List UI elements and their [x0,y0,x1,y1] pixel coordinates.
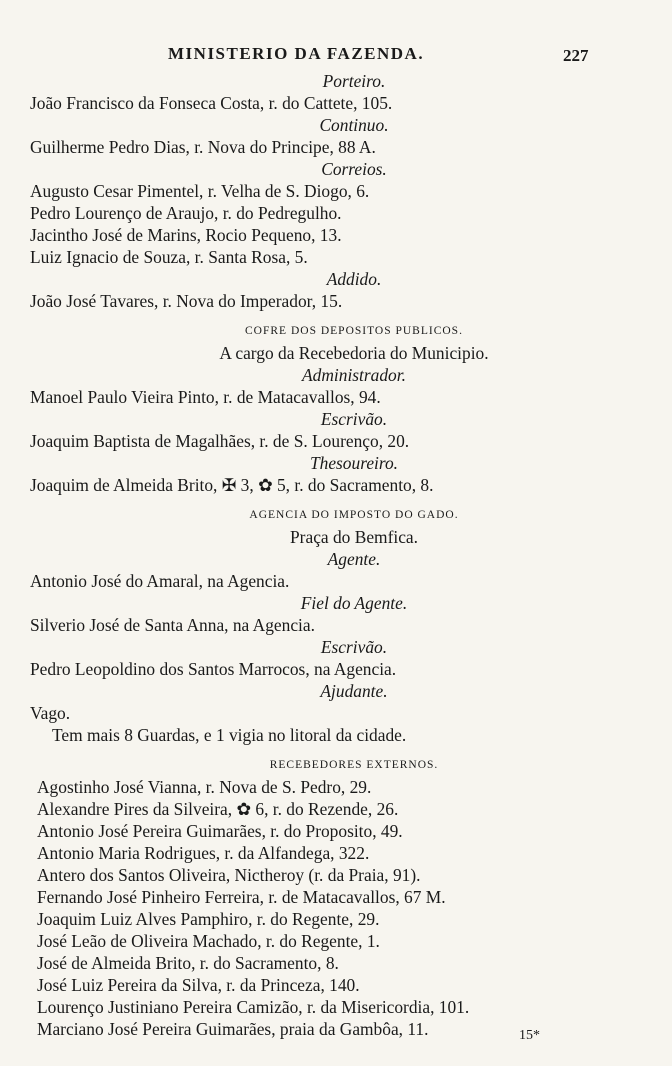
role-heading: Fiel do Agente. [300,593,408,613]
directory-entry: José Luiz Pereira da Silva, r. da Princeza, 140. [37,975,360,995]
directory-entry: Jacintho José de Marins, Rocio Pequeno, 13. [30,225,342,245]
section-subheading: A cargo da Recebedoria do Municipio. [219,343,489,363]
directory-entry: Joaquim Baptista de Magalhães, r. de S. Lourenço, 20. [30,431,410,451]
directory-entry: Antero dos Santos Oliveira, Nictheroy (r. da Praia, 91). [37,865,421,885]
page-number: 227 [563,46,589,65]
directory-entry: Pedro Lourenço de Araujo, r. do Pedregulho. [30,203,342,223]
directory-entry: João José Tavares, r. Nova do Imperador, 15. [30,291,343,311]
section-heading: RECEBEDORES EXTERNOS. [269,759,439,771]
directory-entry: Alexandre Pires da Silveira, ✿ 6, r. do Rezende, 26. [37,799,399,819]
role-heading: Administrador. [302,365,406,385]
role-heading: Escrivão. [320,637,388,657]
directory-entry: Augusto Cesar Pimentel, r. Velha de S. Diogo, 6. [30,181,370,201]
directory-entry: Luiz Ignacio de Souza, r. Santa Rosa, 5. [30,247,308,267]
role-heading: Correios. [321,159,387,179]
role-heading: Escrivão. [320,409,388,429]
directory-entry: Marciano José Pereira Guimarães, praia da Gambôa, 11. [37,1019,429,1039]
role-heading: Agente. [327,549,381,569]
role-heading: Thesoureiro. [309,453,399,473]
directory-entry: Silverio José de Santa Anna, na Agencia. [30,615,315,635]
section-heading: AGENCIA DO IMPOSTO DO GADO. [249,509,459,521]
role-heading: Ajudante. [320,681,388,701]
directory-entry: Joaquim de Almeida Brito, ✠ 3, ✿ 5, r. do Sacramento, 8. [30,475,434,495]
role-heading: Porteiro. [322,71,386,91]
directory-entry: Manoel Paulo Vieira Pinto, r. de Matacavallos, 94. [30,387,381,407]
role-heading: Continuo. [319,115,389,135]
note-line: Tem mais 8 Guardas, e 1 vigia no litoral da cidade. [52,725,407,745]
directory-entry: Agostinho José Vianna, r. Nova de S. Pedro, 29. [37,777,372,797]
directory-entry: Antonio José Pereira Guimarães, r. do Proposito, 49. [37,821,403,841]
signature-mark: 15* [519,1028,540,1043]
section-gap [0,496,672,504]
directory-entry: Antonio Maria Rodrigues, r. da Alfandega, 322. [37,843,370,863]
directory-entry: Fernando José Pinheiro Ferreira, r. de Matacavallos, 67 M. [37,887,446,907]
directory-entry: José de Almeida Brito, r. do Sacramento, 8. [37,953,339,973]
directory-entry: Pedro Leopoldino dos Santos Marrocos, na Agencia. [30,659,397,679]
running-title: MINISTERIO DA FAZENDA. [168,44,425,63]
section-subheading: Praça do Bemfica. [290,527,418,547]
directory-entry: Joaquim Luiz Alves Pamphiro, r. do Regente, 29. [37,909,380,929]
section-heading: COFRE DOS DEPOSITOS PUBLICOS. [245,325,463,337]
directory-listing [0,70,672,1040]
directory-entry: Vago. [30,703,71,723]
directory-entry: Antonio José do Amaral, na Agencia. [30,571,290,591]
directory-entry: José Leão de Oliveira Machado, r. do Regente, 1. [37,931,380,951]
directory-entry: Guilherme Pedro Dias, r. Nova do Principe, 88 A. [30,137,376,157]
section-gap [0,312,672,320]
role-heading: Addido. [326,269,382,289]
directory-entry: João Francisco da Fonseca Costa, r. do Cattete, 105. [30,93,393,113]
page-header [0,44,672,70]
section-gap [0,746,672,754]
directory-entry: Lourenço Justiniano Pereira Camizão, r. da Misericordia, 101. [37,997,470,1017]
